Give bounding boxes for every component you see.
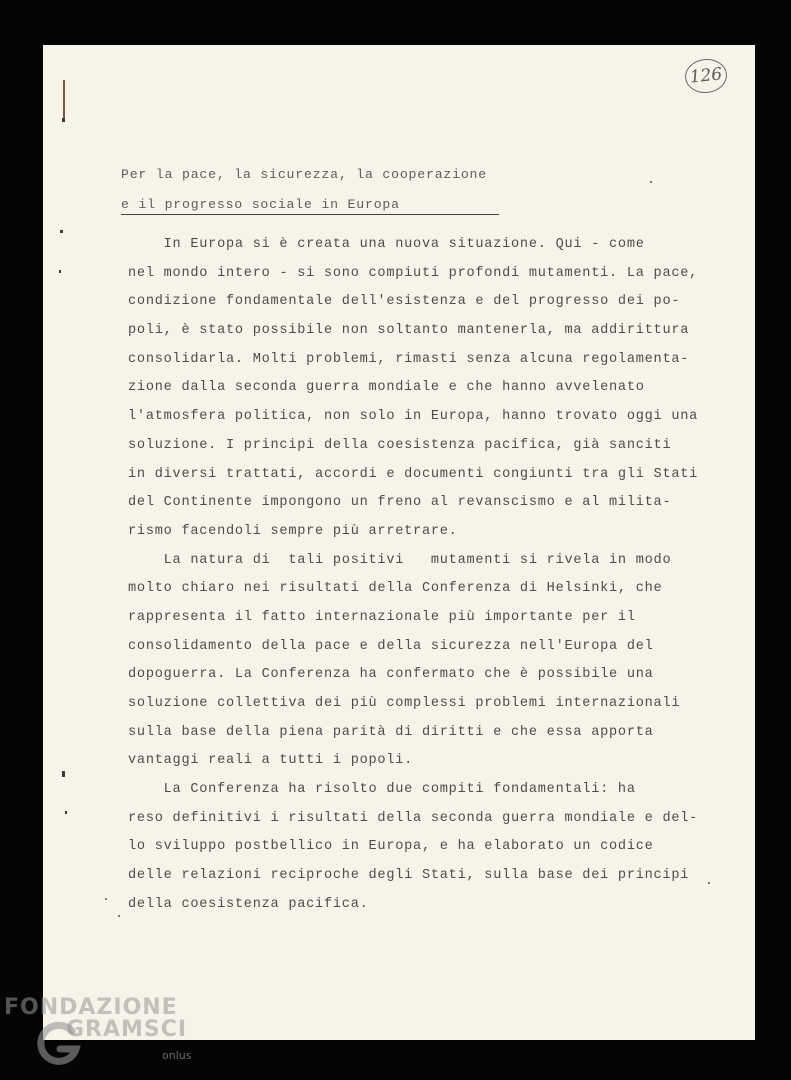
stray-mark (105, 898, 107, 900)
text-line: della coesistenza pacifica. (128, 896, 369, 912)
title-underline (121, 214, 499, 215)
text-line: in diversi trattati, accordi e documenti congiunti tra gli Stati (128, 466, 699, 482)
stray-mark (650, 181, 652, 183)
text-line: rappresenta il fatto internazionale più importante per il (128, 609, 636, 625)
text-line: rismo facendoli sempre più arretrare. (128, 523, 458, 539)
document-body (128, 231, 728, 920)
title-line-1: Per la pace, la sicurezza, la cooperazione (121, 167, 487, 182)
stray-mark (118, 915, 120, 917)
text-line: del Continente impongono un freno al revanscismo e al milita- (128, 495, 672, 511)
text-line: dopoguerra. La Conferenza ha confermato che è possibile una (128, 667, 654, 683)
text-line: soluzione collettiva dei più complessi problemi internazionali (128, 696, 681, 711)
text-line: molto chiaro nei risultati della Conferenza di Helsinki, che (128, 581, 663, 597)
document-page (43, 45, 755, 1040)
text-line: reso definitivi i risultati della seconda guerra mondiale e del- (128, 810, 699, 826)
text-line: In Europa si è creata una nuova situazione. Qui - come (128, 237, 645, 252)
pencil-mark (63, 80, 65, 118)
watermark-line-2: GRAMSCI (66, 1017, 188, 1042)
watermark-line-1: FONDAZIONE (4, 995, 178, 1020)
text-line: condizione fondamentale dell'esistenza e del progresso dei po- (128, 294, 681, 310)
text-line: sulla base della piena parità di diritti e che essa apporta (128, 724, 654, 740)
text-line: La natura di tali positivi mutamenti si rivela in modo (128, 552, 672, 568)
text-line: La Conferenza ha risolto due compiti fondamentali: ha (128, 782, 636, 798)
text-line: nel mondo intero - si sono compiuti profondi mutamenti. La pace, (128, 265, 699, 281)
text-line: consolidarla. Molti problemi, rimasti senza alcuna regolamenta- (128, 351, 690, 367)
text-line: soluzione. I principi della coesistenza pacifica, già sanciti (128, 437, 672, 453)
text-line: lo sviluppo postbellico in Europa, e ha elaborato un codice (128, 839, 654, 855)
staple-mark (59, 270, 61, 273)
watermark-onlus: onlus (162, 1049, 192, 1062)
text-line: zione dalla seconda guerra mondiale e che hanno avvelenato (128, 380, 645, 396)
staple-mark (65, 811, 67, 814)
text-line: delle relazioni reciproche degli Stati, sulla base dei principi (128, 868, 690, 884)
title-line-2: e il progresso sociale in Europa (121, 197, 400, 212)
staple-mark (62, 118, 65, 122)
staple-mark (60, 230, 63, 233)
staple-mark (62, 771, 65, 777)
text-line: poli, è stato possibile non soltanto mantenerla, ma addirittura (128, 323, 690, 339)
text-line: l'atmosfera politica, non solo in Europa, hanno trovato oggi una (128, 409, 699, 425)
text-line: consolidamento della pace e della sicurezza nell'Europa del (128, 638, 654, 654)
fondazione-gramsci-watermark (4, 995, 204, 1075)
text-line: vantaggi reali a tutti i popoli. (128, 753, 414, 769)
page-number-stamp: 126 (683, 57, 728, 95)
